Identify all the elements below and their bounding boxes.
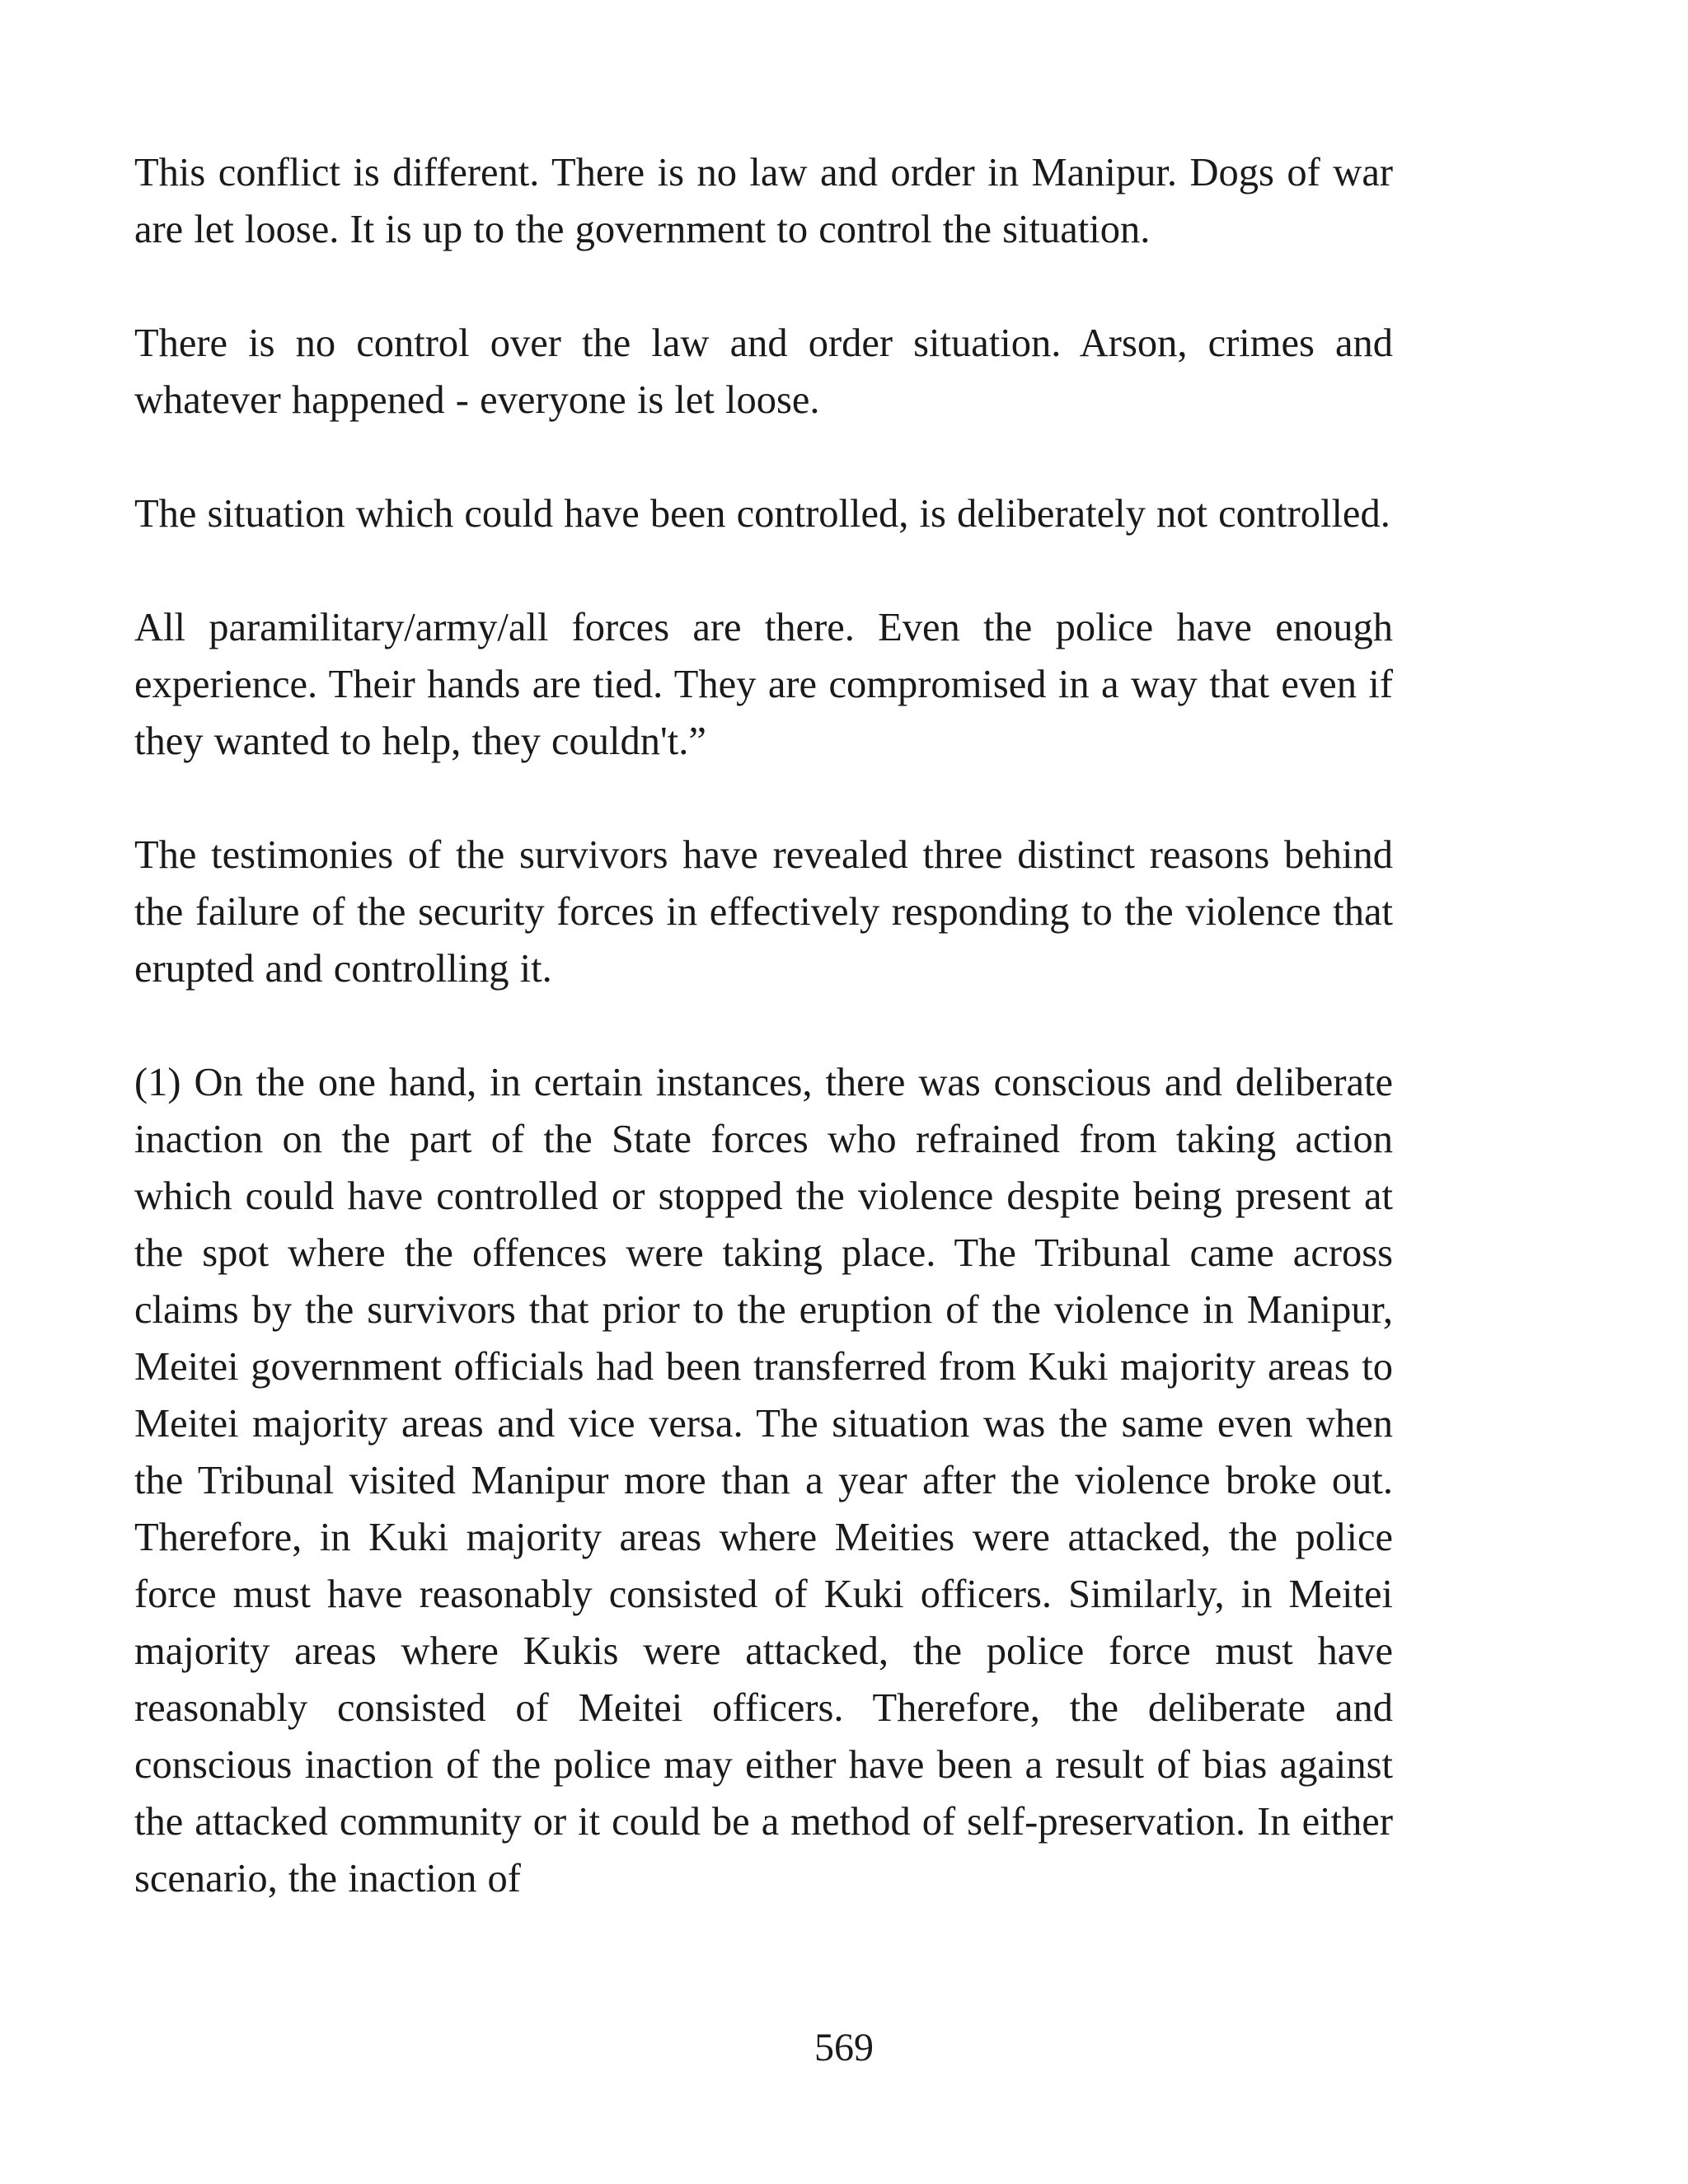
paragraph-1: This conflict is different. There is no law and order in Manipur. Dogs of war are let loose. It is up to the government to control the situation. — [134, 151, 1393, 251]
paragraph-6: (1) On the one hand, in certain instances, there was conscious and deliberate inaction on the part of the State forces who refrained from taking action which could have controlled or stopped the violence despite being present at the spot where the offences were taking place. The Tribunal came across claims by the survivors that prior to the eruption of the violence in Manipur, Meitei government officials had been transferred from Kuki majority areas to Meitei majority areas and vice versa. The situation was the same even when the Tribunal visited Manipur more than a year after the violence broke out. Therefore, in Kuki majority areas where Meities were attacked, the police force must have reasonably consisted of Kuki officers. Similarly, in Meitei majority areas where Kukis were attacked, the police force must have reasonably consisted of Meitei officers. Therefore, the deliberate and conscious inaction of the police may either have been a result of bias against the attacked community or it could be a method of self-preservation. In either scenario, the inaction of — [134, 1061, 1393, 1900]
paragraph-3: The situation which could have been controlled, is deliberately not controlled. — [134, 492, 1390, 536]
page-number: 569 — [814, 2026, 874, 2069]
paragraph-5: The testimonies of the survivors have revealed three distinct reasons behind the failure of the security forces in effectively responding to the violence that erupted and controlling it. — [134, 833, 1393, 991]
paragraph-4: All paramilitary/army/all forces are there. Even the police have enough experience. Their hands are tied. They are compromised in a way that even if they wanted to help, they couldn't.” — [134, 606, 1393, 763]
page-body — [134, 144, 1393, 1907]
paragraph-2: There is no control over the law and order situation. Arson, crimes and whatever happened - everyone is let loose. — [134, 321, 1393, 422]
